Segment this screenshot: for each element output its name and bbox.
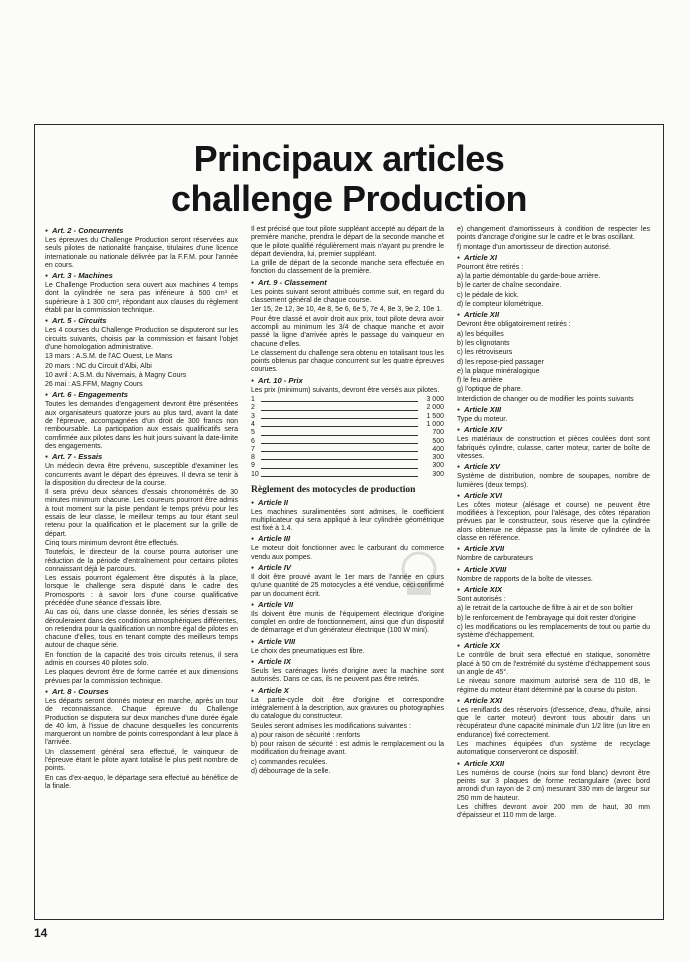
prize-amount: 2 000 (426, 404, 444, 412)
column-2 (251, 226, 444, 777)
prize-rank: 10 (251, 470, 259, 478)
text-line: Pourront être retirés : (457, 263, 524, 271)
article-heading: ● Art. 6 - Engagements (45, 390, 238, 400)
text-line: b) le carter de chaîne secondaire. (457, 282, 562, 290)
column-3 (457, 226, 650, 821)
text-line: a) les béquilles (457, 330, 504, 338)
article-heading: ● Article III (251, 534, 444, 544)
paragraph: Il doit être prouvé avant le 1er mars de l'année en cours qu'une quantité de 25 motocycles a été vendue, ceci confirmé par un document écrit. (251, 574, 444, 598)
paragraph: Le Challenge Production sera ouvert aux machines 4 temps dont la cylindrée ne sera pas inférieure à 500 cm³ et supérieure à 1 300 cm³, répondant aux clauses du règlement établi par la commission technique. (45, 282, 238, 315)
page-number: 14 (34, 926, 48, 940)
paragraph: a) le retrait de la cartouche de filtre à air et de son boîtier (457, 605, 633, 613)
article-heading: ● Article XXI (457, 696, 650, 706)
text-line: b) les clignotants (457, 339, 510, 347)
prize-row (251, 471, 444, 479)
prize-rank: 5 (251, 429, 255, 437)
paragraph: Pour être classé et avoir droit aux prix, tout pilote devra avoir accompli au minimum les 3/4 de chaque manche et avoir passé la ligne d'arrivée après le passage du vainqueur en chacune d'elles. (251, 315, 444, 348)
text-line: e) la plaque minéralogique (457, 367, 540, 375)
article-heading: ● Art. 5 - Circuits (45, 316, 238, 326)
paragraph: f) montage d'un amortisseur de direction autorisé. (457, 243, 611, 251)
paragraph: En cas d'ex-aequo, le départage sera effectué au bénéfice de la finale. (45, 774, 238, 790)
paragraph: Le niveau sonore maximum autorisé sera de 110 dB, le régime du moteur étant déterminé par la course du piston. (457, 678, 650, 694)
prize-amount: 700 (432, 429, 444, 437)
prize-rank: 6 (251, 437, 255, 445)
paragraph: Interdiction de changer ou de modifier les points suivants (457, 395, 634, 403)
prize-row (251, 404, 444, 412)
title-line-1: Principaux articles (193, 138, 505, 179)
article-heading: ● Article XVIII (457, 565, 650, 575)
paragraph: Les prix (minimum) suivants, devront être versés aux pilotes. (251, 386, 440, 394)
prize-leader-line (261, 476, 418, 477)
article-heading: ● Article XIV (457, 425, 650, 435)
paragraph: Toutes les demandes d'engagement devront être présentées aux organisateurs quatorze jours au plus tard, avant la date de l'épreuve, accompagnées d'un droit de 300 francs non remboursable. La participation aux essais qualificatifs sera comfirmée aux pilotes dans les huit jours suivant la date-limite des engagements. (45, 401, 238, 450)
prize-rank: 1 (251, 396, 255, 404)
article-heading: ● Article XVI (457, 491, 650, 501)
text-line: Type du moteur. (457, 416, 508, 424)
prize-amount: 300 (432, 462, 444, 470)
paragraph: Les côtes moteur (alésage et course) ne peuvent être modifiées à l'exception, pour l'alésage, des côtes réparation prévues par le constructeur, sous réserve que la cylindrée alors obtenue ne dépasse pas la limite de cylindrée de la classe en référence. (457, 501, 650, 543)
paragraph: Ils doivent être munis de l'équipement électrique d'origine complet en ordre de fonctionnement, ainsi que d'un dispositif de démarrage et d'un générateur électrique (100 W mini). (251, 610, 444, 635)
text-line: 13 mars : A.S.M. de l'AC Ouest, Le Mans (45, 353, 173, 361)
article-heading: ● Article VIII (251, 637, 444, 647)
column-1 (45, 226, 238, 792)
text-line: f) le feu arrière (457, 377, 503, 385)
section-title: Règlement des motocycles de production (251, 485, 416, 496)
text-line: Devront être obligatoirement retirés : (457, 321, 571, 329)
prize-row (251, 421, 444, 429)
watermark-logo (389, 549, 449, 599)
paragraph: Cinq tours minimum devront être effectués. (45, 539, 179, 547)
prize-rank: 4 (251, 420, 255, 428)
article-heading: ● Article IX (251, 657, 444, 667)
prize-amount: 300 (432, 470, 444, 478)
text-line: c) commandes reculées. (251, 758, 328, 766)
prize-rank: 7 (251, 445, 255, 453)
prize-amount: 1 000 (426, 420, 444, 428)
paragraph: Les reniflards des réservoirs (d'essence, d'eau, d'huile, ainsi que le carter moteur) devront tous aboutir dans un récupérateur d'une capacité minimale d'un 1/2 litre (un litre en endurance) fixé correctement. (457, 706, 650, 739)
prize-row (251, 454, 444, 462)
article-heading: ● Article XXII (457, 759, 650, 769)
prize-leader-line (261, 401, 418, 402)
article-heading: ● Art. 2 - Concurrents (45, 226, 238, 236)
text-line: 10 avril : A.S.M. du Nivernais, à Magny Cours (45, 371, 187, 379)
title-line-2: challenge Production (170, 178, 528, 219)
text-line: a) la partie démontable du garde-boue arrière. (457, 273, 601, 281)
prize-row (251, 462, 444, 470)
text-line: 20 mars : NC du Circuit d'Albi, Albi (45, 362, 152, 370)
article-heading: ● Art. 7 - Essais (45, 452, 238, 462)
text-line: g) l'optique de phare. (457, 386, 523, 394)
prize-leader-line (261, 443, 418, 444)
prize-leader-line (261, 459, 418, 460)
text-line: 26 mai : AS.FFM, Magny Cours (45, 381, 143, 389)
paragraph: Il sera prévu deux séances d'essais chronométrés de 30 minutes minimum chacune. Les coureurs pourront être admis à tout moment sur la piste pendant le temps prévu pour les essais de leur classe, le meilleur temps au tour étant seul retenu pour la qualification et le placement sur la grille de départ. (45, 489, 238, 538)
paragraph: 1er 15, 2e 12, 3e 10, 4e 8, 5e 6, 6e 5, 7e 4, 8e 3, 9e 2, 10e 1. (251, 306, 443, 314)
prize-rank: 3 (251, 412, 255, 420)
paragraph: Le contrôle de bruit sera effectué en statique, sonomètre placé à 50 cm de l'extrémité du système d'échappement sous un angle de 45°. (457, 652, 650, 676)
text-line: Nombre de carburateurs (457, 555, 533, 563)
paragraph: Les machines suralimentées sont admises, le coefficient multiplicateur qui sera appliqué à leur cylindrée géométrique est fixé à 1.4. (251, 508, 444, 533)
article-heading: ● Article XIX (457, 585, 650, 595)
text-line: d) les repose-pied passager (457, 358, 544, 366)
text-line: c) les rétroviseurs (457, 349, 513, 357)
prize-leader-line (261, 426, 418, 427)
paragraph: Les points suivant seront attribués comme suit, en regard du classement général de chaque course. (251, 288, 444, 305)
article-heading: ● Art. 8 - Courses (45, 687, 238, 697)
article-heading: ● Article XI (457, 253, 650, 263)
article-heading: ● Article XV (457, 462, 650, 472)
paragraph: Toutefois, le directeur de la course pourra autoriser une réduction de la période d'entraînement pour certains pilotes connaissant déjà le parcours. (45, 549, 238, 573)
paragraph: Les matériaux de construction et pièces coulées dont sont fabriqués cylindre, culasse, carter moteur, carter de boîte de vitesses. (457, 436, 650, 460)
prize-amount: 3 000 (426, 396, 444, 404)
article-heading: ● Article X (251, 686, 444, 696)
paragraph: Les essais pourront également être disputés à la place, lorsque le challenge sera disputé dans le cadre des Promosports : à savoir lors d'une course qualificative précédée d'une séance d'essais libre. (45, 575, 238, 607)
prize-amount: 1 500 (426, 412, 444, 420)
prize-rank: 2 (251, 404, 255, 412)
paragraph: La grille de départ de la seconde manche sera effectuée en fonction du classement de la première. (251, 260, 444, 276)
page-title (35, 139, 663, 219)
paragraph: Au cas où, dans une classe donnée, les séries d'essais se dérouleraient dans des conditions atmosphériques différentes, on retiendra pour la qualification un nombre égal de pilotes en chacune d'elles, tous en tenant compte des meilleurs temps autour de chaque série. (45, 609, 238, 650)
prize-rank: 8 (251, 454, 255, 462)
prize-leader-line (261, 468, 418, 469)
paragraph: Le choix des pneumatiques est libre. (251, 647, 365, 655)
text-line: a) pour raison de sécurité : renforts (251, 731, 360, 739)
paragraph: Les plaques devront être de forme carrée et aux dimensions prévues par la commission technique. (45, 669, 238, 685)
article-heading: ● Article XII (457, 310, 650, 320)
prize-row (251, 396, 444, 404)
paragraph: Seules seront admises les modifications suivantes : (251, 722, 411, 730)
paragraph: b) le renforcement de l'embrayage qui doit rester d'origine (457, 614, 636, 622)
prize-leader-line (261, 435, 418, 436)
text-line: b) pour raison de sécurité : est admis le remplacement ou la modification du freinage avant. (251, 741, 444, 757)
paragraph: Un médecin devra être prévenu, susceptible d'examiner les concurrents avant le départ des épreuves. Il devra se tenir à la disposition du directeur de la course. (45, 463, 238, 487)
article-heading: ● Art. 9 - Classement (251, 278, 444, 288)
paragraph: Les épreuves du Challenge Production seront réservées aux seuls pilotes de nationalité française, titulaires d'une licence internationale ou nationale délivrée par la F.F.M. pour l'année en cours. (45, 237, 238, 269)
article-heading: ● Article XVII (457, 544, 650, 554)
text-line: d) débourrage de la selle. (251, 768, 331, 776)
paragraph: Seuls les carénages livrés d'origine avec la machine sont autorisés. Dans ce cas, ils ne peuvent pas être retirés. (251, 668, 444, 684)
prize-amount: 300 (432, 454, 444, 462)
text-line: Sont autorisés : (457, 595, 506, 603)
paragraph: Les départs seront donnés moteur en marche, après un tour de reconnaissance. Chaque épreuve du Challenge Production se disputera sur deux manches d'une durée égale de 40 km, à l'issue de chacune desquelles les concurrents marqueront un nombre de points correspondant à leur place à l'arrivée. (45, 697, 238, 747)
prize-amount: 500 (432, 437, 444, 445)
prize-leader-line (261, 451, 418, 452)
text-line: Nombre de rapports de la boîte de vitesses. (457, 575, 593, 583)
prize-row (251, 429, 444, 437)
article-frame (34, 124, 664, 920)
paragraph: Les numéros de course (noirs sur fond blanc) devront être peints sur 3 plaques de forme rectangulaire (avec bord arrondi d'un rayon de 2 cm) mesurant 330 mm de largeur sur 250 mm de hauteur. (457, 769, 650, 802)
paragraph: Les machines équipées d'un système de recyclage automatique conserveront ce dispositif. (457, 741, 650, 757)
article-heading: ● Article VII (251, 600, 444, 610)
paragraph: Les chiffres devront avoir 200 mm de haut, 30 mm d'épaisseur et 110 mm de large. (457, 803, 650, 820)
paragraph: La partie-cycle doit être d'origine et correspondre intégralement à la description, aux gravures ou photographies du catalogue du constructeur. (251, 696, 444, 721)
article-heading: ● Article XX (457, 641, 650, 651)
paragraph: Les 4 courses du Challenge Production se disputeront sur les circuits suivants, choisis par la commission et faisant l'objet d'une homologation administrative. (45, 327, 238, 351)
text-line: d) le compteur kilométrique. (457, 301, 544, 309)
prize-leader-line (261, 410, 418, 411)
paragraph: Le classement du challenge sera obtenu en totalisant tous les points obtenus par chaque concurrent sur les quatre épreuves courues. (251, 349, 444, 374)
text-line: c) le pédale de kick. (457, 291, 519, 299)
article-heading: ● Article XIII (457, 405, 650, 415)
prize-table (251, 396, 444, 479)
article-heading: ● Article II (251, 498, 444, 508)
paragraph: Un classement général sera effectué, le vainqueur de l'épreuve étant le pilote ayant totalisé le plus petit nombre de points. (45, 748, 238, 773)
paragraph: En fonction de la capacité des trois circuits retenus, il sera admis en courses 40 pilotes solo. (45, 651, 238, 668)
paragraph: Il est précisé que tout pilote suppléant accepté au départ de la première manche, prendra le départ de la seconde manche et que le pilote qualifié régulièrement mais n'ayant pu prendre le départ deviendra, lui, premier suppléant. (251, 226, 444, 258)
paragraph: c) les modifications ou les remplacements de tout ou partie du système d'échappement. (457, 623, 650, 640)
prize-row (251, 438, 444, 446)
prize-amount: 400 (432, 445, 444, 453)
prize-rank: 9 (251, 462, 255, 470)
article-heading: ● Art. 10 - Prix (251, 376, 444, 386)
prize-row (251, 446, 444, 454)
prize-row (251, 413, 444, 421)
prize-leader-line (261, 418, 418, 419)
paragraph: Le moteur doit fonctionner avec le carburant du commerce vendu aux pompes. (251, 545, 444, 561)
article-heading: ● Article IV (251, 563, 444, 573)
article-heading: ● Art. 3 - Machines (45, 271, 238, 281)
paragraph: e) changement d'amortisseurs à condition de respecter les points d'ancrage d'origine sur le cadre et le bras oscillant. (457, 226, 650, 242)
paragraph: Système de distribution, nombre de soupapes, nombre de lumières (deux temps). (457, 473, 650, 489)
